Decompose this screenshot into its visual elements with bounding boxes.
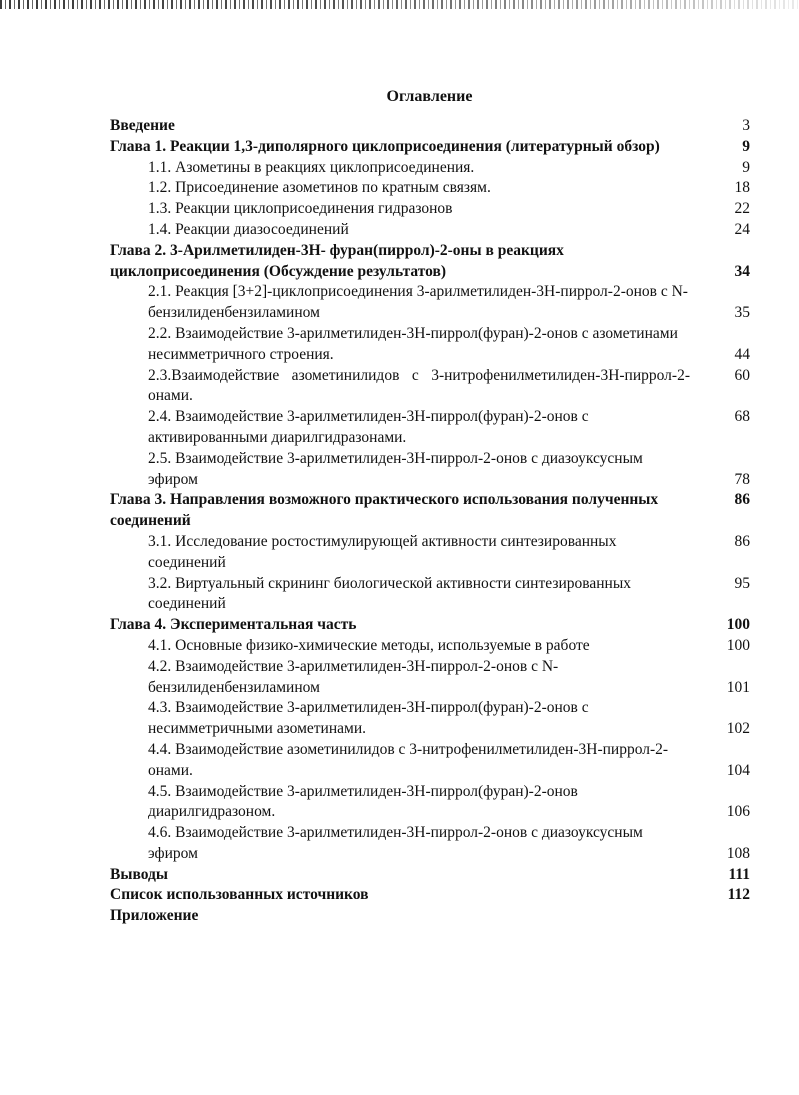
toc-entry-page: 86 <box>734 532 750 550</box>
toc-entry-page: 112 <box>727 886 750 904</box>
toc-entry-text: 4.1. Основные физико-химические методы, используемые в работе <box>148 636 590 654</box>
toc-entry-text: 1.1. Азометины в реакциях циклоприсоединения. <box>148 158 475 176</box>
toc-entry-1-4[interactable] <box>110 220 750 241</box>
toc-entry-page: 44 <box>734 345 750 363</box>
toc-entry-page: 108 <box>726 844 750 862</box>
toc-entry-page: 22 <box>734 200 750 218</box>
toc-entry-3-1[interactable] <box>110 532 750 574</box>
toc-entry-page: 18 <box>734 179 750 197</box>
toc-entry-4-6[interactable] <box>110 823 750 865</box>
toc-entry-chapter-2[interactable] <box>110 241 750 283</box>
toc-entry-4-4[interactable] <box>110 740 750 782</box>
toc-entry-text: 2.1. Реакция [3+2]-циклоприсоединения 3-арилметилиден-3Н-пиррол-2-онов с N-бензилиденбензиламином <box>148 283 688 322</box>
toc-entry-page: 9 <box>742 137 750 155</box>
toc-entry-text: Введение <box>110 117 175 134</box>
toc-entry-text: Глава 4. Экспериментальная часть <box>110 616 357 634</box>
toc-entry-text: Список использованных источников <box>110 886 369 904</box>
toc-entry-2-1[interactable] <box>110 282 750 324</box>
toc-entry-page: 101 <box>726 678 750 696</box>
toc-entry-text: 2.2. Взаимодействие 3-арилметилиден-3Н-пиррол(фуран)-2-онов с азометинами несимметричного строения. <box>148 324 678 363</box>
toc-title: Оглавление <box>386 88 473 105</box>
toc-entry-intro[interactable] <box>110 116 750 137</box>
toc-entry-4-5[interactable] <box>110 782 750 824</box>
toc-entry-2-3[interactable] <box>110 366 750 408</box>
toc-entry-text: Глава 2. 3-Арилметилиден-3Н- фуран(пиррол)-2-оны в реакциях циклоприсоединения (Обсуждение результатов) <box>110 241 564 280</box>
toc-entry-1-3[interactable] <box>110 199 750 220</box>
toc-entry-page: 68 <box>734 408 750 426</box>
toc-entry-2-4[interactable] <box>110 407 750 449</box>
toc-entry-text: 2.3.Взаимодействие азометинилидов с 3-нитрофенилметилиден-3Н-пиррол-2-онами. <box>148 366 690 405</box>
toc-entry-text: 3.2. Виртуальный скрининг биологической активности синтезированных соединений <box>148 574 631 613</box>
toc-entry-1-2[interactable] <box>110 178 750 199</box>
toc-entry-4-3[interactable] <box>110 698 750 740</box>
toc-entry-text: 3.1. Исследование ростостимулирующей активности синтезированных соединений <box>148 532 617 571</box>
toc-entry-text: Глава 1. Реакции 1,3-диполярного циклоприсоединения (литературный обзор) <box>110 137 660 155</box>
table-of-contents <box>110 116 750 927</box>
toc-entry-page: 111 <box>728 865 750 883</box>
toc-entry-text: 4.4. Взаимодействие азометинилидов с 3-нитрофенилметилиден-3Н-пиррол-2-онами. <box>148 740 669 779</box>
toc-entry-page: 100 <box>726 616 750 634</box>
toc-entry-chapter-3[interactable] <box>110 490 750 532</box>
toc-entry-2-5[interactable] <box>110 449 750 491</box>
toc-entry-appendix[interactable] <box>110 906 750 927</box>
toc-entry-4-2[interactable] <box>110 657 750 699</box>
toc-entry-page: 95 <box>734 574 750 592</box>
toc-entry-3-2[interactable] <box>110 574 750 616</box>
toc-entry-text: 2.5. Взаимодействие 3-арилметилиден-3Н-пиррол-2-онов с диазоуксусным эфиром <box>148 449 643 488</box>
toc-entry-text: 1.2. Присоединение азометинов по кратным связям. <box>148 179 491 197</box>
toc-entry-page: 102 <box>726 720 750 738</box>
toc-entry-1-1[interactable] <box>110 158 750 179</box>
toc-entry-text: 1.3. Реакции циклоприсоединения гидразонов <box>148 200 453 218</box>
toc-entry-conclusions[interactable] <box>110 865 750 886</box>
toc-entry-page: 24 <box>734 220 750 238</box>
scan-artifact-strip <box>0 0 799 9</box>
toc-entry-text: 1.4. Реакции диазосоединений <box>148 220 349 238</box>
toc-entry-text: 4.5. Взаимодействие 3-арилметилиден-3Н-пиррол(фуран)-2-онов диарилгидразоном. <box>148 782 578 821</box>
toc-entry-text: Выводы <box>110 865 168 883</box>
toc-entry-chapter-4[interactable] <box>110 615 750 636</box>
toc-entry-page: 106 <box>726 803 750 821</box>
toc-entry-text: Приложение <box>110 907 199 925</box>
toc-entry-page: 104 <box>726 761 750 779</box>
toc-entry-text: 4.6. Взаимодействие 3-арилметилиден-3Н-пиррол-2-онов с диазоуксусным эфиром <box>148 824 643 862</box>
toc-entry-references[interactable] <box>110 885 750 906</box>
toc-entry-page: 86 <box>734 491 750 509</box>
toc-entry-page: 78 <box>734 470 750 488</box>
toc-entry-page: 60 <box>734 366 750 384</box>
toc-entry-text: 4.3. Взаимодействие 3-арилметилиден-3Н-пиррол(фуран)-2-онов с несимметричными азометинами. <box>148 699 589 738</box>
toc-entry-page: 35 <box>734 304 750 322</box>
toc-entry-page: 9 <box>742 158 750 176</box>
toc-entry-page: 100 <box>726 636 750 654</box>
toc-entry-2-2[interactable] <box>110 324 750 366</box>
toc-entry-text: 4.2. Взаимодействие 3-арилметилиден-3Н-пиррол-2-онов с N-бензилиденбензиламином <box>148 657 559 696</box>
toc-entry-chapter-1[interactable] <box>110 137 750 158</box>
toc-entry-page: 34 <box>734 262 750 280</box>
toc-entry-text: 2.4. Взаимодействие 3-арилметилиден-3Н-пиррол(фуран)-2-онов с активированными диарилгидразонами. <box>148 408 589 446</box>
toc-entry-4-1[interactable] <box>110 636 750 657</box>
toc-entry-text: Глава 3. Направления возможного практического использования полученных соединений <box>110 491 659 530</box>
toc-entry-page: 3 <box>742 117 750 134</box>
